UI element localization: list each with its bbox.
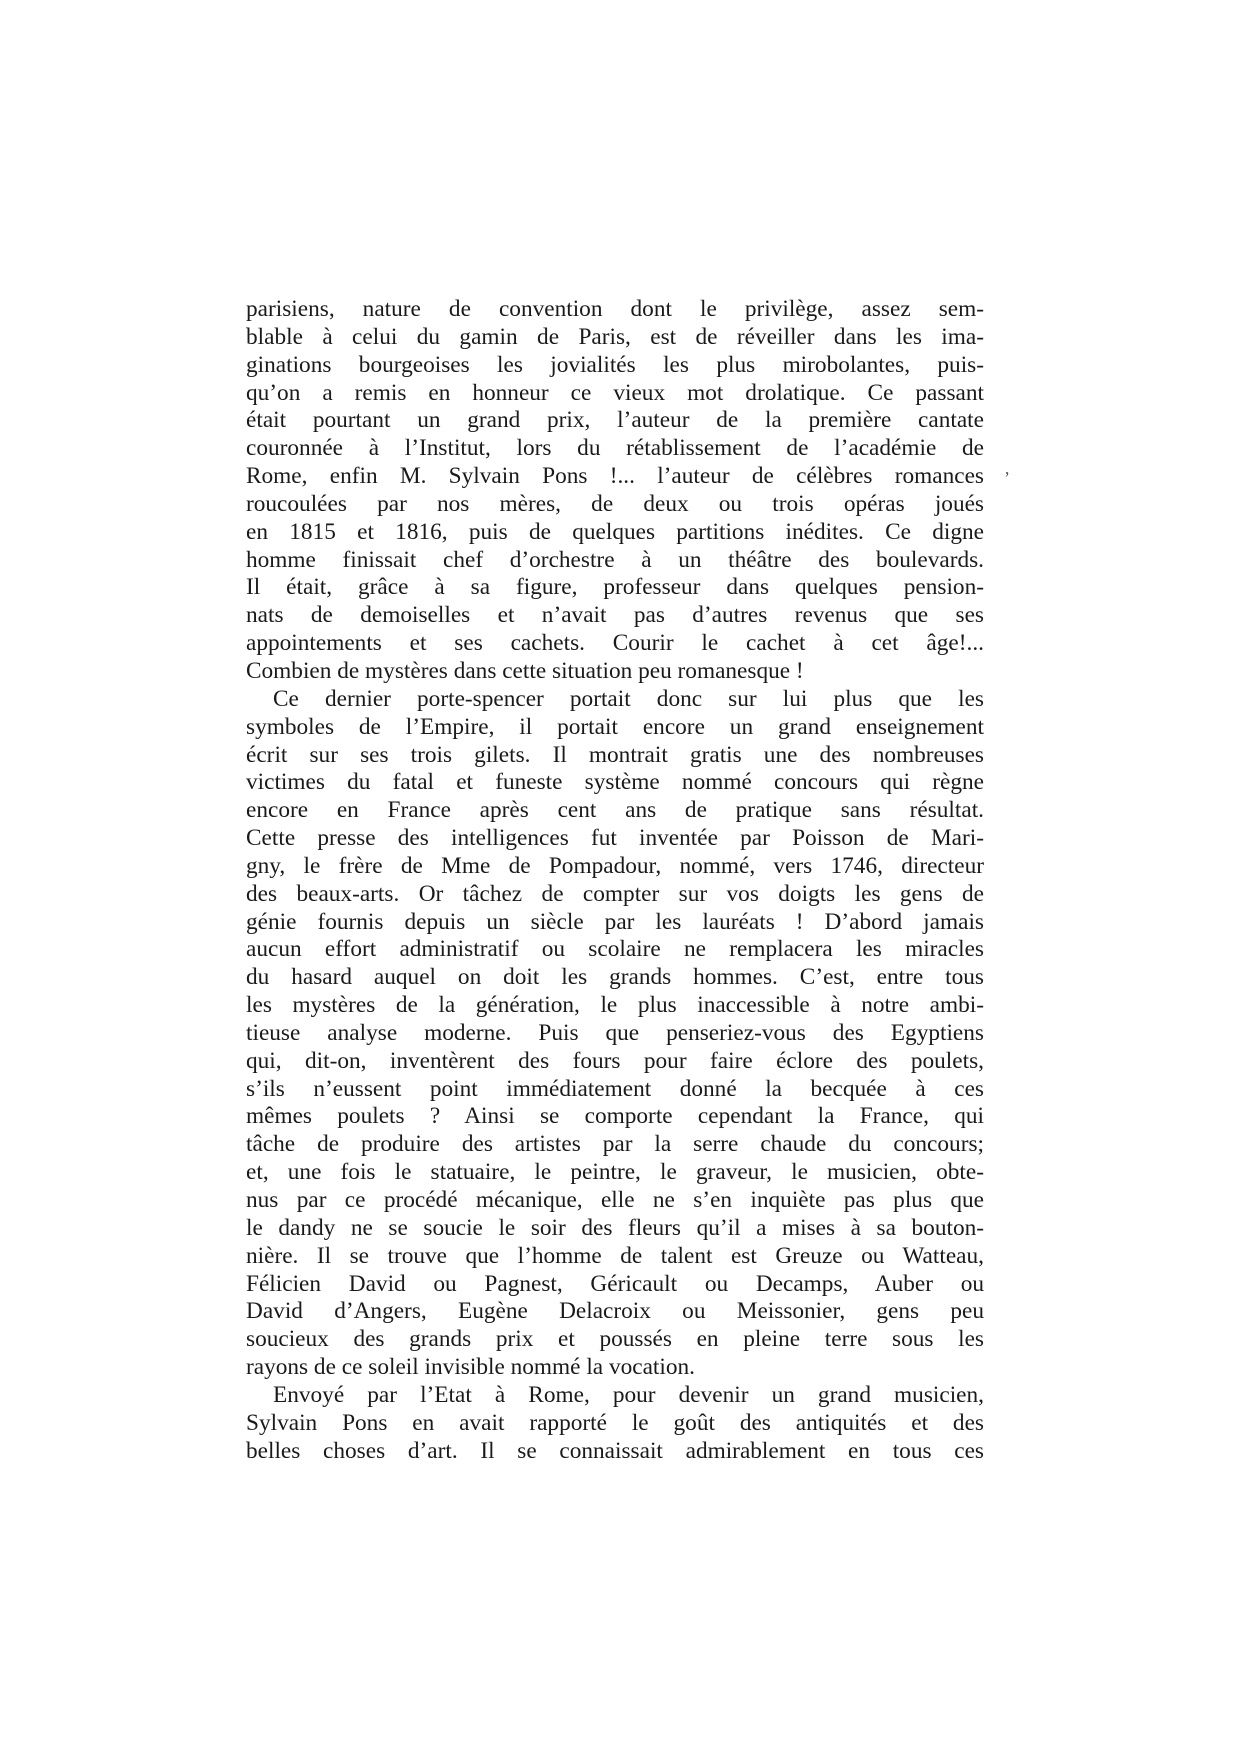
text-line: des beaux-arts. Or tâchez de compter sur vos doigts les gens de [246, 880, 984, 907]
text-line: les mystères de la génération, le plus inaccessible à notre ambi- [246, 992, 984, 1019]
text-line: qu’on a remis en honneur ce vieux mot drolatique. Ce passant [246, 379, 984, 406]
text-line: et, une fois le statuaire, le peintre, le graveur, le musicien, obte- [246, 1159, 984, 1186]
text-line: Rome, enfin M. Sylvain Pons !... l’auteur de célèbres romances [246, 463, 984, 490]
body-text [246, 296, 984, 1465]
margin-mark: ’ [1004, 468, 1010, 488]
text-line: tâche de produire des artistes par la serre chaude du concours; [246, 1131, 984, 1158]
text-line: symboles de l’Empire, il portait encore un grand enseignement [246, 713, 984, 740]
text-line: nière. Il se trouve que l’homme de talent est Greuze ou Watteau, [246, 1242, 984, 1269]
text-line: encore en France après cent ans de pratique sans résultat. [246, 797, 984, 824]
text-line: Il était, grâce à sa figure, professeur dans quelques pension- [246, 574, 984, 601]
text-line: rayons de ce soleil invisible nommé la vocation. [246, 1354, 695, 1381]
text-line: Combien de mystères dans cette situation peu romanesque ! [246, 657, 804, 684]
text-line: Ce dernier porte-spencer portait donc sur lui plus que les [273, 685, 984, 712]
text-line: parisiens, nature de convention dont le privilège, assez sem- [246, 296, 984, 322]
text-line: était pourtant un grand prix, l’auteur de la première cantate [246, 407, 984, 434]
text-line: qui, dit-on, inventèrent des fours pour faire éclore des poulets, [246, 1047, 984, 1074]
text-line: victimes du fatal et funeste système nommé concours qui règne [246, 769, 984, 796]
text-line: s’ils n’eussent point immédiatement donné la becquée à ces [246, 1075, 984, 1102]
text-line: appointements et ses cachets. Courir le cachet à cet âge!... [246, 630, 984, 657]
text-line: aucun effort administratif ou scolaire ne remplacera les miracles [246, 936, 984, 963]
text-line: couronnée à l’Institut, lors du rétablissement de l’académie de [246, 435, 984, 462]
text-line: blable à celui du gamin de Paris, est de réveiller dans les ima- [246, 323, 984, 350]
text-line: Sylvain Pons en avait rapporté le goût des antiquités et des [246, 1409, 984, 1436]
text-line: homme finissait chef d’orchestre à un théâtre des boulevards. [246, 546, 984, 573]
text-line: génie fournis depuis un siècle par les lauréats ! D’abord jamais [246, 908, 984, 935]
text-line: gny, le frère de Mme de Pompadour, nommé, vers 1746, directeur [246, 852, 984, 879]
text-line: mêmes poulets ? Ainsi se comporte cependant la France, qui [246, 1103, 984, 1130]
text-line: Envoyé par l’Etat à Rome, pour devenir un grand musicien, [273, 1381, 984, 1408]
text-line: ginations bourgeoises les jovialités les plus mirobolantes, puis- [246, 351, 984, 378]
text-line: belles choses d’art. Il se connaissait admirablement en tous ces [246, 1437, 984, 1464]
text-line: écrit sur ses trois gilets. Il montrait gratis une des nombreuses [246, 741, 984, 768]
text-line: le dandy ne se soucie le soir des fleurs qu’il a mises à sa bouton- [246, 1214, 984, 1241]
text-line: Félicien David ou Pagnest, Géricault ou Decamps, Auber ou [246, 1270, 984, 1297]
text-line: en 1815 et 1816, puis de quelques partitions inédites. Ce digne [246, 518, 984, 545]
text-line: tieuse analyse moderne. Puis que penseriez-vous des Egyptiens [246, 1019, 984, 1046]
text-line: nus par ce procédé mécanique, elle ne s’en inquiète pas plus que [246, 1187, 984, 1213]
text-line: soucieux des grands prix et poussés en pleine terre sous les [246, 1326, 984, 1353]
text-line: nats de demoiselles et n’avait pas d’autres revenus que ses [246, 602, 984, 629]
text-line: David d’Angers, Eugène Delacroix ou Meissonier, gens peu [246, 1298, 984, 1325]
text-line: Cette presse des intelligences fut inventée par Poisson de Mari- [246, 825, 984, 852]
text-line: du hasard auquel on doit les grands hommes. C’est, entre tous [246, 964, 984, 991]
text-line: roucoulées par nos mères, de deux ou trois opéras joués [246, 490, 984, 517]
